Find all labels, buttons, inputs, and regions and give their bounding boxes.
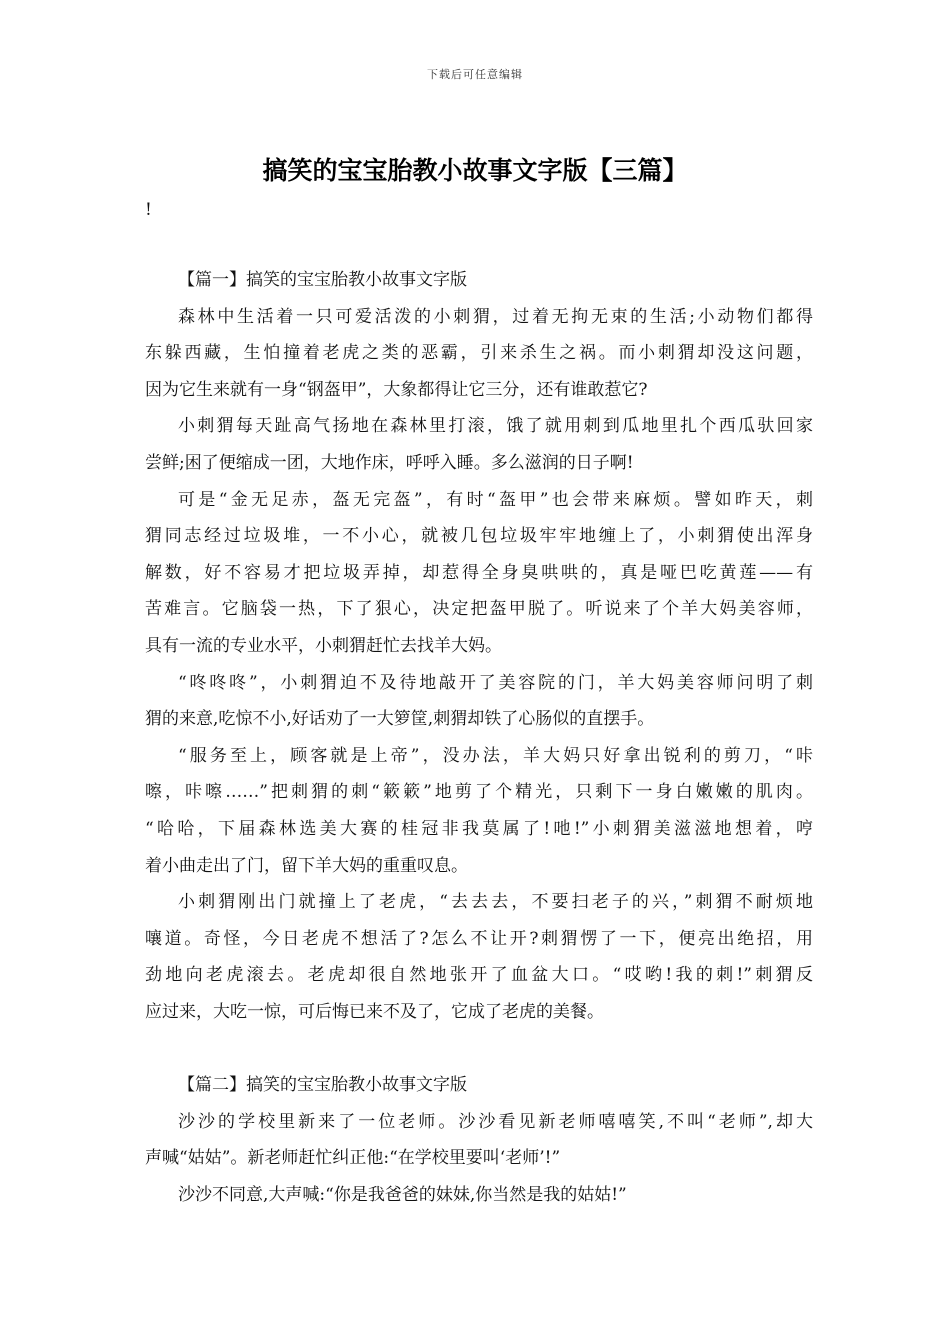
text-line: 尝鲜;困了便缩成一团，大地作床，呼呼入睡。多么滋润的日子啊! xyxy=(145,452,634,473)
text-line: 猬同志经过垃圾堆，一不小心，就被几包垃圾牢牢地缠上了，小刺猬使出浑身 xyxy=(145,526,813,547)
text-line: 具有一流的专业水平，小刺猬赶忙去找羊大妈。 xyxy=(145,635,502,656)
exclamation-mark: ! xyxy=(145,200,152,220)
text-line: 【篇一】搞笑的宝宝胎教小故事文字版 xyxy=(178,270,467,290)
text-line: 【篇二】搞笑的宝宝胎教小故事文字版 xyxy=(178,1075,467,1096)
text-line: 嚓，咔嚓……”把刺猬的刺“簌簌”地剪了个精光，只剩下一身白嫩嫩的肌肉。 xyxy=(145,782,813,803)
text-line: 小刺猬刚出门就撞上了老虎，“去去去，不要扫老子的兴，”刺猬不耐烦地 xyxy=(178,892,813,913)
page-title: 搞笑的宝宝胎教小故事文字版【三篇】 xyxy=(262,156,688,185)
text-line: 森林中生活着一只可爱活泼的小刺猬，过着无拘无束的生活;小动物们都得 xyxy=(178,306,813,327)
text-line: 沙沙不同意,大声喊:“你是我爸爸的妹妹,你当然是我的姑姑!” xyxy=(178,1184,627,1205)
text-line: 沙沙的学校里新来了一位老师。沙沙看见新老师嘻嘻笑,不叫“老师”,却大 xyxy=(178,1111,813,1132)
text-line: 猬的来意,吃惊不小,好话劝了一大箩筐,刺猬却铁了心肠似的直摆手。 xyxy=(145,709,655,730)
header-note: 下载后可任意编辑 xyxy=(427,68,523,81)
text-line: 着小曲走出了门，留下羊大妈的重重叹息。 xyxy=(145,855,468,876)
text-line: 苦难言。它脑袋一热，下了狠心，决定把盔甲脱了。听说来了个羊大妈美容师， xyxy=(145,599,813,620)
body-text xyxy=(145,262,813,1213)
text-line: 可是“金无足赤，盔无完盔”，有时“盔甲”也会带来麻烦。譬如昨天，刺 xyxy=(178,489,813,510)
text-line: 解数，好不容易才把垃圾弄掉，却惹得全身臭哄哄的，真是哑巴吃黄莲——有 xyxy=(145,562,813,583)
text-line: 小刺猬每天趾高气扬地在森林里打滚，饿了就用刺到瓜地里扎个西瓜驮回家 xyxy=(178,416,813,437)
paragraph-gap xyxy=(145,1030,813,1067)
text-line: 声喊“姑姑”。新老师赶忙纠正他:“在学校里要叫‘老师’!” xyxy=(145,1148,561,1169)
text-line: “哈哈，下届森林选美大赛的桂冠非我莫属了!吔!”小刺猬美滋滋地想着，哼 xyxy=(145,818,813,839)
text-line: 东躲西藏，生怕撞着老虎之类的恶霸，引来杀生之祸。而小刺猬却没这问题， xyxy=(145,343,813,364)
text-line: 劲地向老虎滚去。老虎却很自然地张开了血盆大口。“哎哟!我的刺!”刺猬反 xyxy=(145,965,813,986)
text-line: 应过来，大吃一惊，可后悔已来不及了，它成了老虎的美餐。 xyxy=(145,1001,604,1022)
text-line: 嚷道。奇怪，今日老虎不想活了?怎么不让开?刺猬愣了一下，便亮出绝招，用 xyxy=(145,928,813,949)
text-line: “咚咚咚”，小刺猬迫不及待地敲开了美容院的门，羊大妈美容师问明了刺 xyxy=(178,672,813,693)
text-line: 因为它生来就有一身“钢盔甲”，大象都得让它三分，还有谁敢惹它? xyxy=(145,379,648,400)
text-line: “服务至上，顾客就是上帝”，没办法，羊大妈只好拿出锐利的剪刀，“咔 xyxy=(178,745,813,766)
